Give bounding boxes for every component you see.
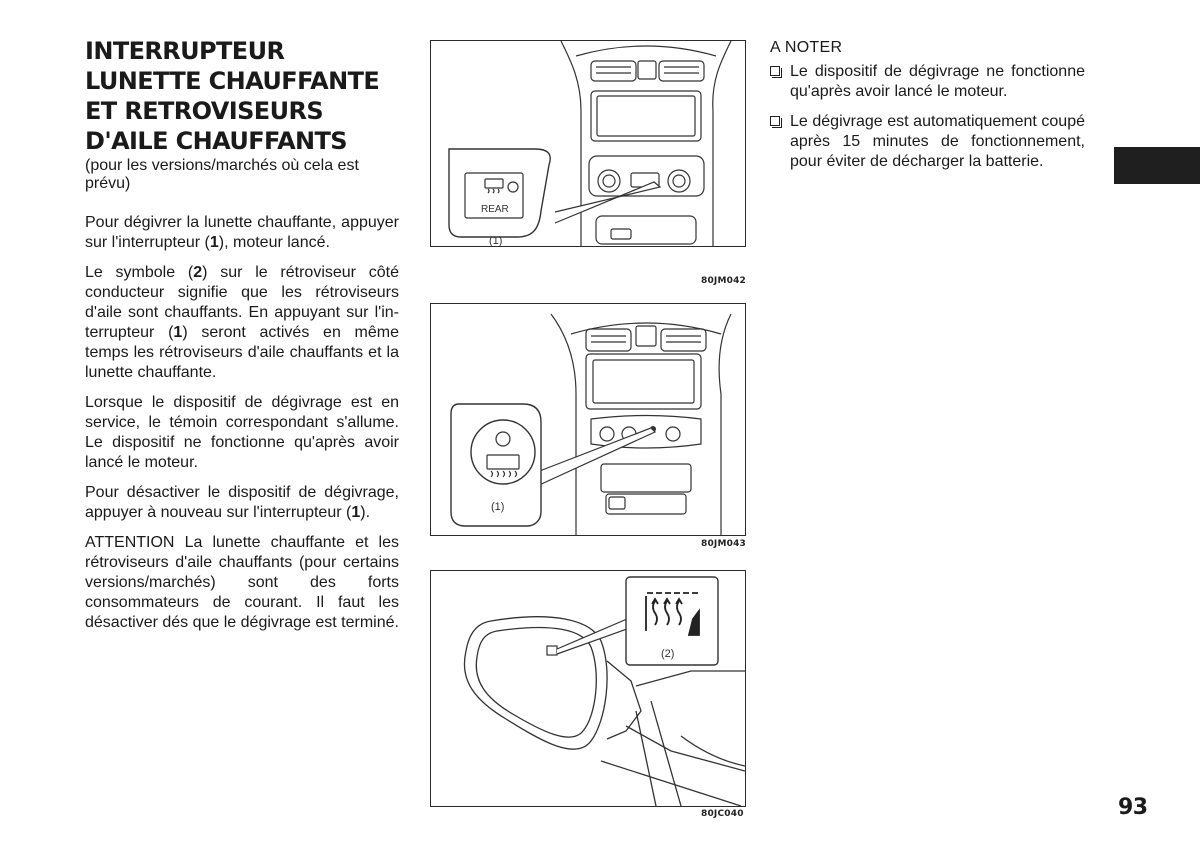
left-column — [85, 36, 399, 633]
mirror-illustration — [431, 571, 745, 806]
paragraph-rear-defrost: Pour dégivrer la lunette chauffante, appuyer sur l'interrupteur (1), moteur lancé. — [85, 214, 399, 251]
checkbox-bullet-icon — [770, 116, 780, 126]
note-item: Le dégivrage est automatiquement coupé après 15 minutes de fonctionnement, pour éviter de décharger la batterie. — [770, 112, 1085, 172]
dashboard-illustration-2 — [431, 304, 745, 535]
figure-code: 80JM042 — [701, 276, 747, 286]
callout-number: (1) — [489, 235, 503, 246]
checkbox-bullet-icon — [770, 66, 780, 76]
rear-label: REAR — [481, 204, 509, 215]
page-title: INTERRUPTEUR LUNETTE CHAUFFANTE ET RETROVISEURS D'AILE CHAUFFANTS — [85, 37, 380, 155]
callout-number: (1) — [491, 501, 505, 513]
paragraph-indicator: Lorsque le dispositif de dégivrage est en service, le témoin correspondant s'allume. Le dispositif ne fonctionne qu'après avoir lancé le moteur. — [85, 394, 399, 471]
page-subtitle: (pour les versions/marchés où cela est prévu) — [85, 157, 359, 192]
note-item: Le dispositif de dégivrage ne fonctionne qu'après avoir lancé le moteur. — [770, 62, 1085, 102]
section-tab-marker — [1114, 147, 1200, 184]
dashboard-illustration-1 — [431, 41, 745, 246]
callout-number: (2) — [661, 648, 675, 660]
figure-mirror-symbol — [430, 570, 746, 807]
paragraph-warning: ATTENTION La lunette chauffante et les rétroviseurs d'aile chauffants (pour certains versions/marchés) sont des forts consommateurs de courant. Il faut les désactiver dés que le dégivrage est terminé. — [85, 534, 399, 631]
note-title: A NOTER — [770, 39, 843, 56]
figure-code: 80JM043 — [701, 539, 747, 549]
callout-bubble — [449, 149, 550, 237]
figure-dashboard-rear-switch — [430, 40, 746, 247]
note-section — [770, 38, 1085, 182]
figure-code: 80JC040 — [701, 809, 744, 819]
page-number: 93 — [1118, 795, 1148, 820]
paragraph-mirror-symbol: Le symbole (2) sur le rétroviseur côté conducteur signifie que les rétroviseurs d'aile sont chauffants. En appuyant sur l'interrupteur (1) seront activés en même temps les rétroviseurs d'aile chauffants et la lunette chauffante. — [85, 264, 400, 381]
figure-dashboard-switch-2 — [430, 303, 746, 536]
paragraph-deactivate: Pour désactiver le dispositif de dégivrage, appuyer à nouveau sur l'interrupteur (1). — [85, 484, 399, 521]
